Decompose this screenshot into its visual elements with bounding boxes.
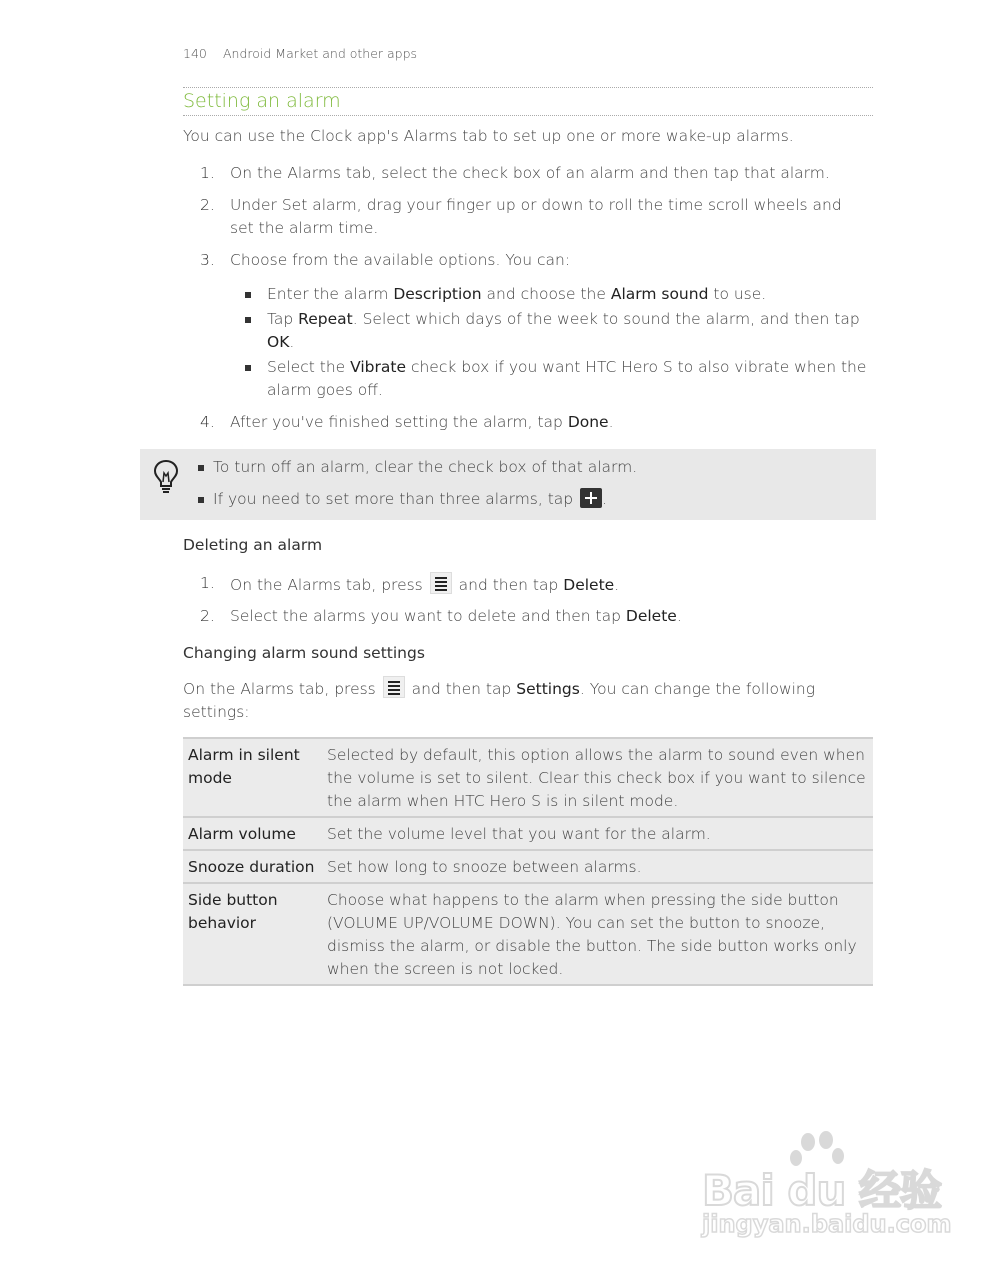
bullet xyxy=(245,365,251,371)
step-text: Choose from the available options. You can: xyxy=(230,251,571,269)
chapter-title: Android Market and other apps xyxy=(223,46,418,61)
table-row xyxy=(183,738,873,817)
table-row xyxy=(183,817,873,850)
setting-name: Alarm volume xyxy=(183,817,322,850)
setting-name: Side button behavior xyxy=(183,883,322,985)
settings-table xyxy=(183,737,873,986)
step-number: 4. xyxy=(200,413,215,431)
lightbulb-icon xyxy=(152,458,180,494)
step-number: 2. xyxy=(200,196,215,214)
step-text: Under Set alarm, drag your finger up or down to roll the time scroll wheels and set the alarm time. xyxy=(230,196,842,237)
step-text: On the Alarms tab, select the check box of an alarm and then tap that alarm. xyxy=(230,164,830,182)
option-text: Tap Repeat. Select which days of the week to sound the alarm, and then tap OK. xyxy=(267,310,860,351)
option-text: Select the Vibrate check box if you want HTC Hero S to also vibrate when the alarm goes off. xyxy=(267,358,867,399)
bullet xyxy=(245,317,251,323)
option-text: Enter the alarm Description and choose the Alarm sound to use. xyxy=(267,285,767,303)
menu-icon xyxy=(383,676,405,698)
sound-section-title: Changing alarm sound settings xyxy=(183,644,425,662)
setting-name: Alarm in silent mode xyxy=(183,738,322,817)
watermark-url: jingyan.baidu.com xyxy=(702,1210,952,1238)
intro-text: You can use the Clock app's Alarms tab to set up one or more wake-up alarms. xyxy=(183,127,794,145)
sound-intro: On the Alarms tab, press and then tap Settings. You can change the following settings: xyxy=(183,676,863,724)
step-text: After you've finished setting the alarm, tap Done. xyxy=(230,413,614,431)
title-bottom-rule xyxy=(183,115,873,116)
bullet xyxy=(198,497,204,503)
setting-description: Selected by default, this option allows the alarm to sound even when the volume is set to silent. Clear this check box if you want to silence the alarm when HTC Hero S is in silent mode. xyxy=(322,738,873,817)
baidu-watermark xyxy=(700,1130,952,1250)
setting-description: Set how long to snooze between alarms. xyxy=(322,850,873,883)
bullet xyxy=(245,292,251,298)
page-number: 140 xyxy=(183,46,207,61)
add-icon xyxy=(580,488,602,508)
tip-text: If you need to set more than three alarms, tap . xyxy=(213,490,608,508)
step-number: 3. xyxy=(200,251,215,269)
setting-description: Set the volume level that you want for the alarm. xyxy=(322,817,873,850)
tip-text: To turn off an alarm, clear the check box of that alarm. xyxy=(213,458,638,476)
step-number: 1. xyxy=(200,164,215,182)
page-header xyxy=(183,46,417,61)
step-text: Select the alarms you want to delete and then tap Delete. xyxy=(230,607,682,625)
setting-name: Snooze duration xyxy=(183,850,322,883)
step-number: 2. xyxy=(200,607,215,625)
watermark-brand: Bai du 经验 xyxy=(702,1166,941,1215)
table-row xyxy=(183,850,873,883)
title-top-rule xyxy=(183,87,873,88)
table-row xyxy=(183,883,873,985)
setting-description: Choose what happens to the alarm when pressing the side button (VOLUME UP/VOLUME DOWN). You can set the button to snooze, dismiss the alarm, or disable the button. The side button works only when the screen is not locked. xyxy=(322,883,873,985)
step-text: On the Alarms tab, press and then tap Delete. xyxy=(230,572,870,597)
bullet xyxy=(198,465,204,471)
menu-icon xyxy=(430,572,452,594)
delete-section-title: Deleting an alarm xyxy=(183,536,323,554)
step-number: 1. xyxy=(200,574,215,592)
section-title: Setting an alarm xyxy=(183,90,341,112)
